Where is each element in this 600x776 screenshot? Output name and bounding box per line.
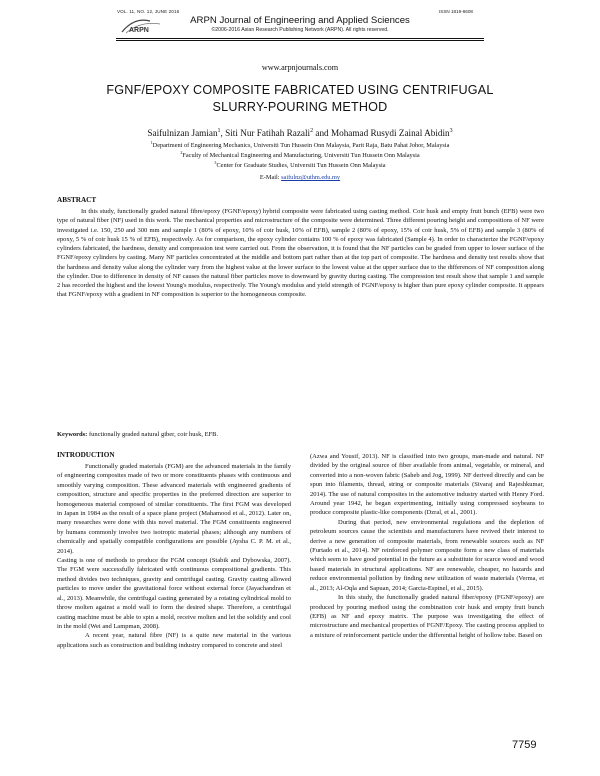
affiliation-3 (0, 159, 600, 169)
author-3-affil-mark: 3 (449, 127, 453, 134)
author-separator: and (313, 128, 331, 138)
email-link[interactable]: saifulnz@uthm.edu.my (281, 174, 341, 181)
right-column (310, 452, 544, 640)
author-2-affil-mark: 2 (310, 127, 314, 134)
affiliation-mark: 3 (214, 159, 217, 165)
journal-url[interactable]: www.arpnjournals.com (261, 63, 339, 72)
abstract-heading: ABSTRACT (57, 196, 97, 204)
author-separator: , (220, 128, 226, 138)
issn: ISSN 1819-6608 (439, 9, 473, 14)
author-2: Siti Nur Fatihah Razali (225, 128, 311, 138)
affiliation-text: Faculty of Mechanical Engineering and Manufacturing, Universiti Tun Hussein Onn Malaysia (182, 152, 420, 159)
affiliation-mark: 1 (150, 139, 153, 145)
keywords (57, 431, 218, 438)
author-1-affil-mark: 1 (217, 127, 221, 134)
abstract-body: In this study, functionally graded natural fibre/epoxy (FGNF/epoxy) hybrid composite were fabricated using casting method. Coir husk and empty fruit bunch (EFB) were two type of natural fiber (NF) used in this work. The mechanical properties and microstructure of the composite were determined. Three different pouring height and compositions of NF were investigated i.e. 150, 250 and 300 mm and sample 1 (80% of epoxy, 10% of coir husk, 10% of EFB), sample 2 (80% of epoxy, 15% of coir husk, 5% of EFB) and sample 3 (80% of epoxy, 5 % of coir husk 15 % of EFB), respectively. As for comparison, the epoxy cylinder contains 100 % of epoxy was fabricated (Sample 4). In order to characterize the FGNF/epoxy cylinders fabricated, the hardness, density and compression test were carried out. From the observation, it is found that the NF particles can be graded from upper to lower surface of the FGNF/epoxy cylinders by casting. Many NF particles concentrated at the middle and bottom part rather than at the top part of composite. The hardness and density test results show that the hardness and density value along the cylinder vary from the highest value at the lower surface to the lowest value at the upper surface due to the differences of NF composition along the cylinder. Due to difference in density of NF causes the natural fiber particles move to downward by gravity during casting. The compression test result show that sample 1 and sample 2 has recorded the highest and the lowest Young's modulus, respectively. The Young's modulus and yield strength of FGNF/epoxy is higher than pure epoxy cylinder composite. It appears that FGNF/epoxy with a gradient in NF composition is superior to the homogeneous composite. (57, 208, 544, 299)
copyright-notice: ©2006-2016 Asian Research Publishing Network (ARPN). All rights reserved. (211, 27, 389, 33)
paragraph: In this study, the functionally graded natural fiber/epoxy (FGNF/epoxy) are produced by pouring method using the combination coir husk and empty fruit bunch (EFB) as NF and epoxy matrix. The purpose was investigating the effect of microstructure and mechanical properties of FGNF/Epoxy. The casting process applied to a mixture of reinforcement particle under the differential height of hollow tube. Based on (310, 594, 544, 639)
header-rule-bottom (116, 40, 484, 41)
title-line-2: SLURRY-POURING METHOD (212, 100, 388, 114)
affiliation-text: Center for Graduate Studies, Universiti Tun Hussein Onn Malaysia (216, 162, 386, 169)
introduction-heading: INTRODUCTION (57, 451, 115, 459)
title-line-1: FGNF/EPOXY COMPOSITE FABRICATED USING CENTRIFUGAL (106, 83, 494, 97)
paper-title (60, 82, 540, 116)
journal-name: ARPN Journal of Engineering and Applied Sciences (190, 15, 410, 26)
email-label: E-Mail: (259, 174, 282, 181)
paragraph: During that period, new environmental regulations and the depletion of petroleum sources cause the scientists and manufacturers have revived their interest to derive a new generation of composite materials, from renewable sources such as NF (Furtado et al., 2014). NF reinforced polymer composite form a new class of materials which seem to have good potential in the future as a substitute for scarce wood and wood based materials in structural applications. NF are renewable, cheaper, no hazards and reduce environmental pollution by finding new utilization of waste materials (Verma, et al., 2013; Al-Oqla and Sapuan, 2014; Garcia-Espinel, et al., 2015). (310, 518, 544, 592)
volume-info: VOL. 11, NO. 12, JUNE 2016 (117, 9, 180, 14)
affiliation-2 (0, 149, 600, 159)
left-column (57, 462, 291, 650)
paragraph: A recent year, natural fibre (NF) is a quite new material in the various applications such as construction and building industry compared to concrete and steel (57, 632, 291, 649)
affiliation-mark: 2 (180, 149, 183, 155)
author-1: Saifulnizan Jamian (147, 128, 218, 138)
author-list (0, 128, 600, 138)
header-rule-top (116, 38, 484, 39)
paragraph: Casting is one of methods to produce the FGM concept (Stabik and Dybowska, 2007). The FGM were successfully fabricated with continuous compositional gradients. This method divides two techniques, gravity and centrifugal casting. Gravity casting allowed particles to move under the gravitational force without external force (Jayachandran et al., 2013). Meanwhile, the centrifugal casting generated by a rotating cylindrical mold to throw molten against a mold wall to form the desired shape. Therefore, a centrifugal casting machine must be able to spin a mold, receive molten and let the solidify and cool in the mold (Wei and Lampman, 2008). (57, 557, 291, 630)
paragraph: (Azwa and Yousif, 2013). NF is classified into two groups, man-made and natural. NF divided by the original source of fiber available from animal, vegetable, or mineral, and converted into a non-woven fabric (Saheb and Jog, 1999). NF derived directly and can be spun into filaments, thread, string or composite materials (Sivaraj and Rajeshkumar, 2014). The use of natural composites in the automotive industry started with Henry Ford. Around year 1942, he began experimenting, initially using compressed soybeans to produce composite plastic-like components (Dzral, et al., 2001). (310, 453, 544, 517)
keywords-text: functionally graded natural giber, coir husk, EFB. (87, 431, 219, 438)
author-3: Mohamad Rusydi Zainal Abidin (330, 128, 450, 138)
contact-email (0, 174, 600, 181)
keywords-label: Keywords: (57, 431, 88, 438)
affiliation-text: Department of Engineering Mechanics, Universiti Tun Hussein Onn Malaysia, Parit Raja, Batu Pahat Johor, Malaysia (152, 142, 450, 149)
logo-text: ARPN (129, 27, 149, 34)
page-number: 7759 (512, 739, 537, 751)
paragraph: Functionally graded materials (FGM) are the advanced materials in the family of engineering composites made of two or more constituents phases with continuous and smoothly varying composition. These advanced materials with engineered gradients of composition, structure and specific properties in the preferred direction are superior to homogeneous material composed of similar constituents. The first FGM was developed in Japan in 1984 as the result of a space plane project (Mahamood et al., 2012). Later on, many researches were done with this novel material. The FGM constituents engineered by humans commonly involve two isotropic material phases; although any numbers of chemically and spatially compatible configurations are possible (Aysha C. P. M. et al., 2014). (57, 463, 291, 555)
affiliation-1 (0, 139, 600, 149)
